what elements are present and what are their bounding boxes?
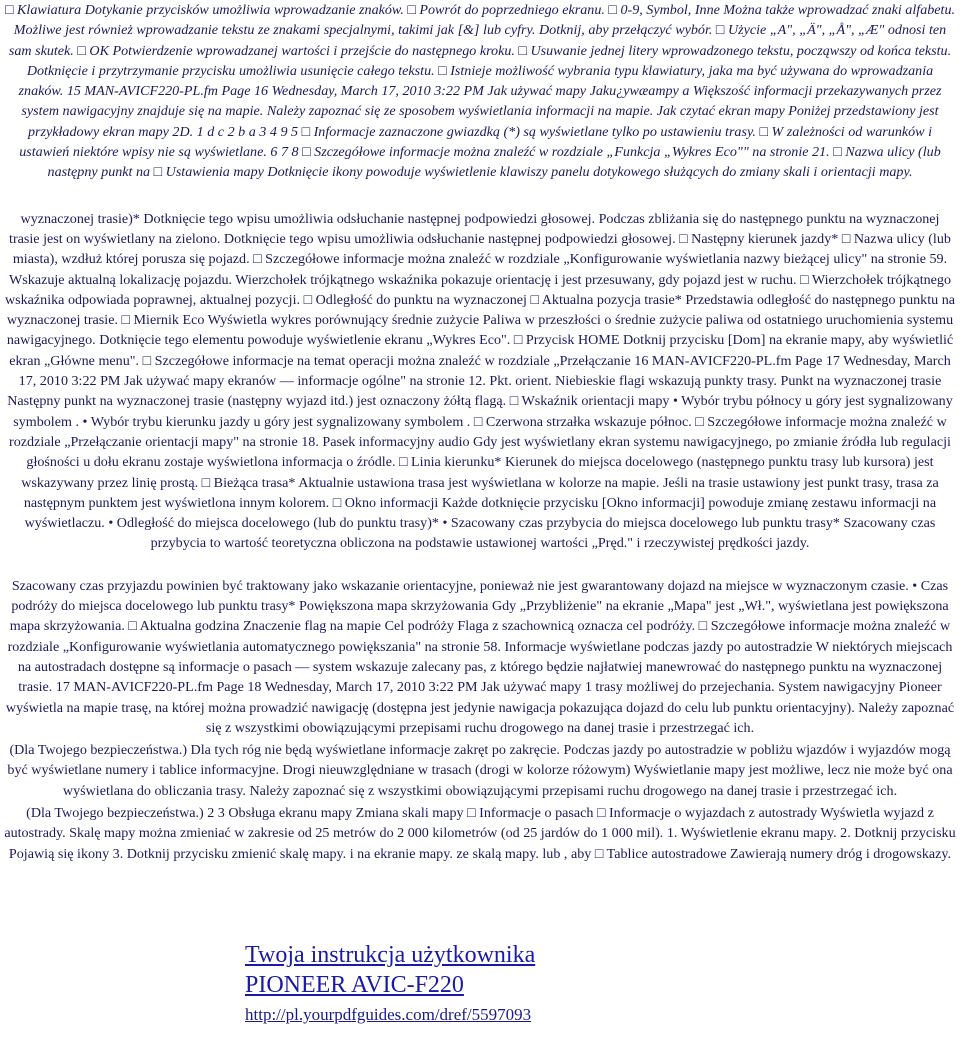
paragraph-safety-note-2: (Dla Twojego bezpieczeństwa.) 2 3 Obsługa ekranu mapy Zmiana skali mapy □ Informacje o pasach □ Informacje o wyjazdach z autostrady Wyświetla wyjazd z autostrady. Skalę mapy można zmieniać w zakresie od 25 metrów do 2 000 kilometrów (od 25 jardów do 1 000 mil). 1. Wyświetlenie ekranu mapy. 2. Dotknij przycisku Pojawią się ikony 3. Dotknij przycisku zmienić skalę mapy. i na ekranie mapy. ze skalą mapy. lub , aby □ Tablice autostradowe Zawierają numery dróg i drogowskazy. [4, 804, 956, 862]
paragraph-keyboard-and-map-intro: □ Klawiatura Dotykanie przycisków umożliwia wprowadzanie znaków. □ Powrót do poprzedniego ekranu. □ 0-9, Symbol, Inne Można także wprowadzać znaki alfabetu. Możliwe jest również wprowadzanie tekstu ze znakami specjalnymi, takimi jak [&] lub cyfry. Dotknij, aby przełączyć wybór. □ Użycie „A", „Ä", „Å", „Æ" odnosi ten sam skutek. □ OK Potwierdzenie wprowadzanej wartości i przejście do następnego kroku. □ Usuwanie jednej litery wprowadzonego tekstu, począwszy od końca tekstu. Dotknięcie i przytrzymanie przycisku umożliwia usunięcie całego tekstu. □ Istnieje możliwość wybrania typu klawiatury, jaka ma być używana do wprowadzania znaków. 15 MAN-AVICF220-PL.fm Page 16 Wednesday, March 17, 2010 3:22 PM Jak używać mapy Jaku¿ywæampy a Większość informacji przekazywanych przez system nawigacyjny znajduje się na mapie. Należy zapoznać się ze sposobem wyświetlania informacji na mapie. Jak czytać ekran mapy Poniżej przedstawiony jest przykładowy ekran mapy 2D. 1 d c 2 b a 3 4 9 5 □ Informacje zaznaczone gwiazdką (*) są wyświetlane tylko po ustawieniu trasy. □ W zależności od warunków i ustawień niektóre wpisy nie są wyświetlane. 6 7 8 □ Szczegółowe informacje można znaleźć w rozdziale „Funkcja „Wykres Eco"" na stronie 21. □ Nazwa ulicy (lub następny punkt na □ Ustawienia mapy Dotknięcie ikony powoduje wyświetlenie klawiszy panelu dotykowego służących do zmiany skali i orientacji mapy. [4, 2, 956, 181]
footer-product-link[interactable]: PIONEER AVIC-F220 [245, 972, 464, 998]
paragraph-safety-note-1: (Dla Twojego bezpieczeństwa.) Dla tych róg nie będą wyświetlane informacje zakręt po zakręcie. Podczas jazdy po autostradzie w pobliżu wjazdów i wyjazdów mogą być wyświetlane numery i tablice informacyjne. Drogi nieuwzględniane w trasach (drogi w kolorze różowym) Wyświetlanie mapy jest możliwe, lecz nie może być ona wyświetlana do obliczania trasy. Należy zapoznać się z wszystkimi obowiązującymi przepisami ruchu drogowego na danej trasie i przestrzegać ich. [7, 742, 953, 799]
footer-url-link[interactable]: http://pl.yourpdfguides.com/dref/5597093 [245, 1005, 532, 1024]
footer-links [245, 940, 535, 1026]
paragraph-estimated-arrival: Szacowany czas przyjazdu powinien być traktowany jako wskazanie orientacyjne, ponieważ nie jest gwarantowany dojazd na miejsce w wyznaczonym czasie. • Czas podróży do miejsca docelowego lub punktu trasy* Powiększona mapa skrzyżowania Gdy „Przybliżenie" na ekranie „Mapa" jest „Wł.", wyświetlana jest powiększona mapa skrzyżowania. □ Aktualna godzina Znaczenie flag na mapie Cel podróży Flaga z szachownicą oznacza cel podróży. □ Szczegółowe informacje można znaleźć w rozdziale „Konfigurowanie wyświetlania automatycznego powiększania" na stronie 58. Informacje wyświetlane podczas jazdy po autostradzie W niektórych miejscach na autostradach dostępne są informacje o pasach — system wskazuje zalecany pas, z którego będzie najłatwiej manewrować do następnego punktu na wyznaczonej trasie. 17 MAN-AVICF220-PL.fm Page 18 Wednesday, March 17, 2010 3:22 PM Jak używać mapy 1 trasy możliwej do przejechania. System nawigacyjny Pioneer wyświetla na mapie trasę, na której można prowadzić nawigację (dostępna jest jedynie nawigacja pokazująca dojazd do celu lub punktu orientacyjny). Należy zapoznać się z wszystkimi obowiązującymi przepisami ruchu drogowego na danej trasie i przestrzegać ich. [5, 577, 955, 736]
footer-manual-title-link[interactable]: Twoja instrukcja użytkownika [245, 942, 536, 968]
paragraph-map-elements: wyznaczonej trasie)* Dotknięcie tego wpisu umożliwia odsłuchanie następnej podpowiedzi głosowej. Podczas zbliżania się do następnego punktu na wyznaczonej trasie jest on wyświetlany na zielono. Dotknięcie tego wpisu umożliwia odsłuchanie następnej podpowiedzi głosowej. □ Następny kierunek jazdy* □ Nazwa ulicy (lub miasta), wzdłuż której porusza się pojazd. □ Szczegółowe informacje można znaleźć w rozdziale „Konfigurowanie wyświetlania nazwy bieżącej ulicy" na stronie 59. Wskazuje aktualną lokalizację pojazdu. Wierzchołek trójkątnego wskaźnika pokazuje orientację i jest przesuwany, gdy pojazd jest w ruchu. □ Wierzchołek trójkątnego wskaźnika odpowiada poprawnej, aktualnej pozycji. □ Odległość do punktu na wyznaczonej □ Aktualna pozycja trasie* Przedstawia odległość do następnego punktu na wyznaczonej trasie. □ Miernik Eco Wyświetla wykres porównujący średnie zużycie Paliwa w przeszłości o średnie zużycie paliwa od ostatniego uruchomienia systemu nawigacyjnego. Dotknięcie tego elementu powoduje wyświetlenie ekranu „Wykres Eco". □ Przycisk HOME Dotknij przycisku [Dom] na ekranie mapy, aby wyświetlić ekran „Główne menu". □ Szczegółowe informacje na temat operacji można znaleźć w rozdziale „Przełączanie 16 MAN-AVICF220-PL.fm Page 17 Wednesday, March 17, 2010 3:22 PM Jak używać mapy ekranów — informacje ogólne" na stronie 12. Pkt. orient. Niebieskie flagi wskazują punkty trasy. Punkt na wyznaczonej trasie Następny punkt na wyznaczonej trasie (następny wyjazd itd.) jest oznaczony żółtą flagą. □ Wskaźnik orientacji mapy • Wybór trybu północy u góry jest sygnalizowany symbolem . • Wybór trybu kierunku jazdy u góry jest sygnalizowany symbolem . □ Czerwona strzałka wskazuje północ. □ Szczegółowe informacje można znaleźć w rozdziale „Przełączanie orientacji mapy" na stronie 18. Pasek informacyjny audio Gdy jest wyświetlany ekran systemu nawigacyjnego, po zmianie źródła lub regulacji głośności u dołu ekranu zostaje wyświetlona informacja o źródle. □ Linia kierunku* Kierunek do miejsca docelowego (następnego punktu trasy lub kursora) jest wskazywany przez linię prostą. □ Bieżąca trasa* Aktualnie ustawiona trasa jest wyświetlana w kolorze na mapie. Jeśli na trasie ustawiony jest punkt trasy, trasa za następnym punktem jest wyświetlona innym kolorem. □ Okno informacji Każde dotknięcie przycisku [Okno informacji] powoduje zmianę zestawu informacji na wyświetlaczu. • Odległość do miejsca docelowego (lub do punktu trasy)* • Szacowany czas przybycia do miejsca docelowego lub punktu trasy* Szacowany czas przybycia to wartość teoretyczna obliczona na podstawie ustawionej wartości „Pręd." i rzeczywistej prędkości jazdy. [4, 210, 956, 552]
